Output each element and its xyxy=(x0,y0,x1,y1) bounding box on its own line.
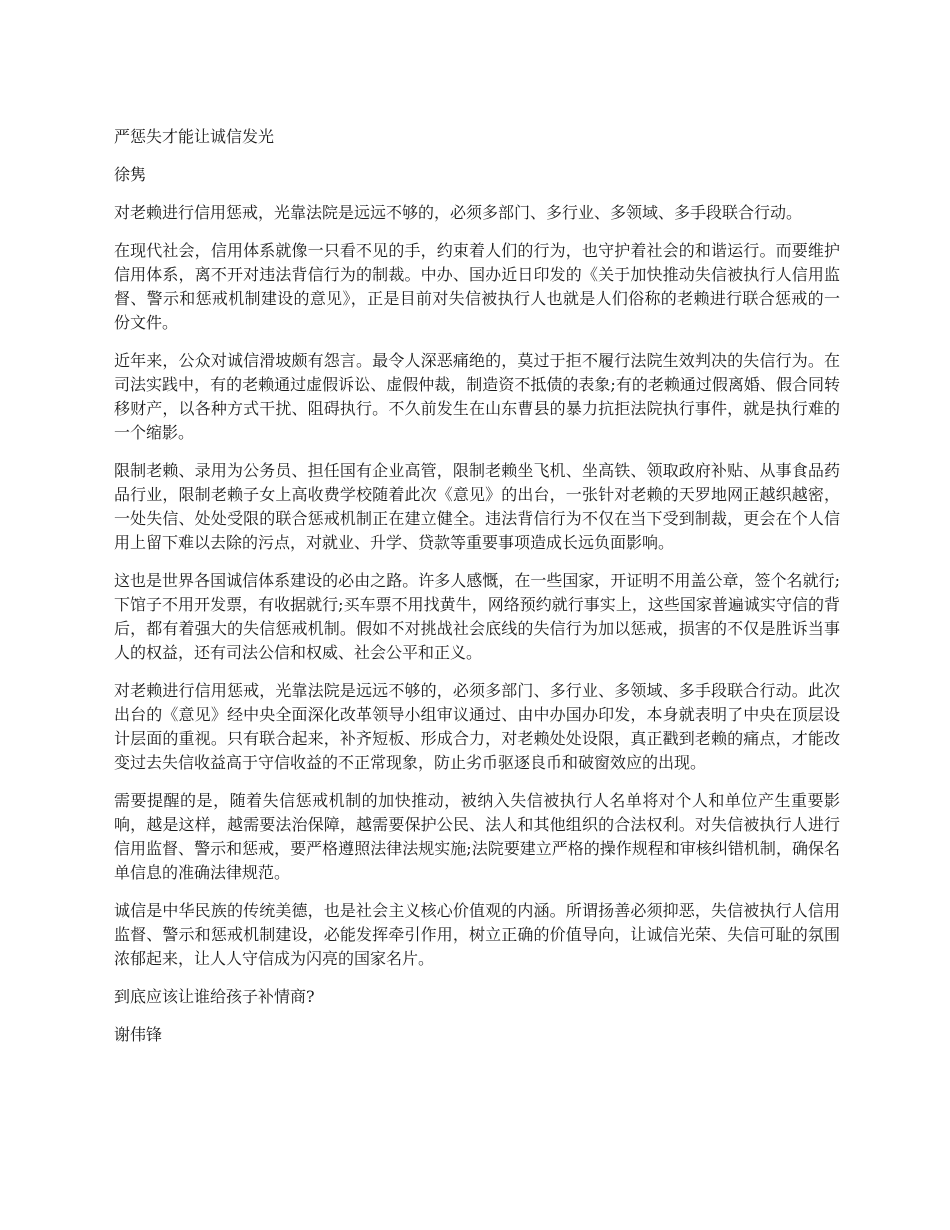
paragraph: 限制老赖、录用为公务员、担任国有企业高管，限制老赖坐飞机、坐高铁、领取政府补贴、从事食品药品行业，限制老赖子女上高收费学校随着此次《意见》的出台，一张针对老赖的天罗地网正越织越密，一处失信、处处受限的联合惩戒机制正在建立健全。违法背信行为不仅在当下受到制裁，更会在个人信用上留下难以去除的污点，对就业、升学、贷款等重要事项造成长远负面影响。 xyxy=(114,461,840,552)
paragraph: 近年来，公众对诚信滑坡颇有怨言。最令人深恶痛绝的，莫过于拒不履行法院生效判决的失信行为。在司法实践中，有的老赖通过虚假诉讼、虚假仲裁，制造资不抵债的表象;有的老赖通过假离婚、假合同转移财产，以各种方式干扰、阻碍执行。不久前发生在山东曹县的暴力抗拒法院执行事件，就是执行难的一个缩影。 xyxy=(114,351,840,442)
second-article-title: 到底应该让谁给孩子补情商? xyxy=(114,987,315,1006)
paragraph: 需要提醒的是，随着失信惩戒机制的加快推动，被纳入失信被执行人名单将对个人和单位产生重要影响，越是这样，越需要法治保障，越需要保护公民、法人和其他组织的合法权利。对失信被执行人进行信用监督、警示和惩戒，要严格遵照法律法规实施;法院要建立严格的操作规程和审核纠错机制，确保名单信息的准确法律规范。 xyxy=(114,791,840,882)
paragraph: 对老赖进行信用惩戒，光靠法院是远远不够的，必须多部门、多行业、多领域、多手段联合行动。此次出台的《意见》经中央全面深化改革领导小组审议通过、由中办国办印发，本身就表明了中央在顶层设计层面的重视。只有联合起来，补齐短板、形成合力，对老赖处处设限，真正戳到老赖的痛点，才能改变过去失信收益高于守信收益的不正常现象，防止劣币驱逐良币和破窗效应的出现。 xyxy=(114,681,840,772)
paragraph: 诚信是中华民族的传统美德，也是社会主义核心价值观的内涵。所谓扬善必须抑恶，失信被执行人信用监督、警示和惩戒机制建设，必能发挥牵引作用，树立正确的价值导向，让诚信光荣、失信可耻的氛围浓郁起来，让人人守信成为闪亮的国家名片。 xyxy=(114,901,840,968)
document-page xyxy=(114,125,840,1061)
article-author: 徐隽 xyxy=(114,165,147,184)
article-title: 严惩失才能让诚信发光 xyxy=(114,127,275,146)
paragraph: 对老赖进行信用惩戒，光靠法院是远远不够的，必须多部门、多行业、多领域、多手段联合行动。 xyxy=(114,203,803,222)
second-article-author: 谢伟锋 xyxy=(114,1025,163,1044)
paragraph: 这也是世界各国诚信体系建设的必由之路。许多人感慨，在一些国家，开证明不用盖公章，签个名就行;下馆子不用开发票，有收据就行;买车票不用找黄牛，网络预约就行事实上，这些国家普遍诚实守信的背后，都有着强大的失信惩戒机制。假如不对挑战社会底线的失信行为加以惩戒，损害的不仅是胜诉当事人的权益，还有司法公信和权威、社会公平和正义。 xyxy=(114,571,840,662)
paragraph: 在现代社会，信用体系就像一只看不见的手，约束着人们的行为，也守护着社会的和谐运行。而要维护信用体系，离不开对违法背信行为的制裁。中办、国办近日印发的《关于加快推动失信被执行人信用监督、警示和惩戒机制建设的意见》，正是目前对失信被执行人也就是人们俗称的老赖进行联合惩戒的一份文件。 xyxy=(114,241,840,332)
